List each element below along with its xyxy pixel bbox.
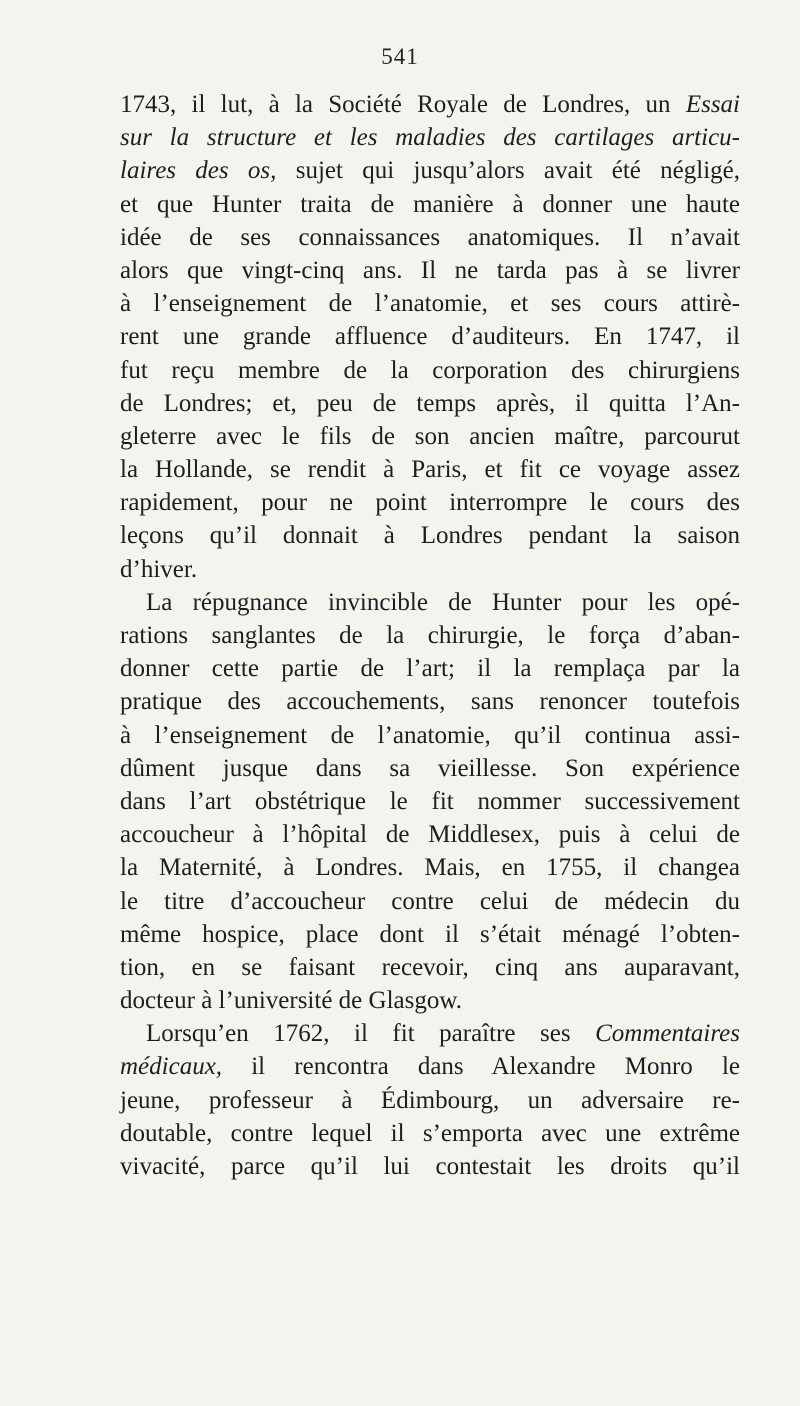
- text-segment: vivacité, parce qu’il lui contestait les droits qu’il: [120, 1153, 740, 1180]
- text-segment: même hospice, place dont il s’était ménagé l’obten-: [120, 920, 740, 948]
- text-line: [120, 88, 740, 121]
- text-segment: de Londres; et, peu de temps après, il quitta l’An-: [120, 389, 740, 417]
- text-segment: alors que vingt-cinq ans. Il ne tarda pas à se livrer: [120, 256, 740, 284]
- text-segment: tion, en se faisant recevoir, cinq ans auparavant,: [120, 953, 740, 981]
- text-segment: gleterre avec le fils de son ancien maître, parcourut: [120, 422, 740, 450]
- text-segment: pratique des accouchements, sans renoncer toutefois: [120, 688, 740, 716]
- text-line: [120, 652, 740, 685]
- body-text: [120, 88, 740, 1183]
- italic-text: Commentaires: [595, 1020, 740, 1048]
- text-line: [120, 1117, 740, 1150]
- text-segment: et que Hunter traita de manière à donner une haute: [120, 190, 740, 218]
- text-line: [120, 619, 740, 652]
- text-segment: fut reçu membre de la corporation des chirurgiens: [120, 356, 740, 384]
- text-segment: accoucheur à l’hôpital de Middlesex, puis à celui de: [120, 821, 740, 849]
- text-line: [120, 121, 740, 154]
- text-line: [120, 420, 740, 453]
- text-segment: dûment jusque dans sa vieillesse. Son expérience: [120, 754, 740, 782]
- text-segment: rent une grande affluence d’auditeurs. En 1747, il: [120, 323, 740, 351]
- italic-text: Essai: [685, 91, 740, 118]
- text-line: [120, 1150, 740, 1183]
- text-segment: il rencontra dans Alexandre Monro le: [222, 1053, 740, 1081]
- text-line: [120, 188, 740, 221]
- italic-text: médicaux,: [120, 1053, 223, 1081]
- text-segment: la Maternité, à Londres. Mais, en 1755, il changea: [120, 854, 740, 882]
- text-line: [120, 586, 740, 619]
- page-number: 541: [381, 44, 419, 69]
- text-line: [120, 154, 740, 187]
- text-line: [120, 685, 740, 718]
- text-segment: à l’enseignement de l’anatomie, et ses cours attirè-: [120, 290, 740, 318]
- text-segment: 1743, il lut, à la Société Royale de Londres, un: [120, 91, 686, 118]
- text-segment: jeune, professeur à Édimbourg, un adversaire re-: [120, 1086, 740, 1114]
- text-line: [120, 752, 740, 785]
- text-segment: à l’enseignement de l’anatomie, qu’il continua assi-: [120, 721, 740, 749]
- text-line: [120, 719, 740, 752]
- text-line: [120, 553, 740, 586]
- text-line: [120, 519, 740, 552]
- text-line: [120, 1050, 740, 1083]
- text-segment: Lorsqu’en 1762, il fit paraître ses: [146, 1020, 596, 1048]
- text-line: [120, 1084, 740, 1117]
- text-segment: leçons qu’il donnait à Londres pendant la saison: [120, 522, 740, 550]
- italic-text: laires des os,: [120, 157, 277, 185]
- text-line: [120, 918, 740, 951]
- text-line: [120, 951, 740, 984]
- text-line: [120, 486, 740, 519]
- text-segment: rapidement, pour ne point interrompre le cours des: [120, 489, 740, 517]
- text-line: [120, 885, 740, 918]
- text-segment: La répugnance invincible de Hunter pour les opé-: [146, 588, 740, 616]
- text-line: [120, 254, 740, 287]
- text-segment: la Hollande, se rendit à Paris, et fit ce voyage assez: [120, 456, 740, 484]
- text-segment: doutable, contre lequel il s’emporta avec une extrême: [120, 1119, 740, 1147]
- text-line: [120, 221, 740, 254]
- text-line: [120, 387, 740, 420]
- text-line: [120, 785, 740, 818]
- text-line: [120, 320, 740, 353]
- text-segment: d’hiver.: [120, 555, 198, 583]
- text-line: [120, 453, 740, 486]
- text-segment: rations sanglantes de la chirurgie, le força d’aban-: [120, 622, 740, 649]
- text-line: [120, 287, 740, 320]
- text-segment: docteur à l’université de Glasgow.: [120, 987, 463, 1015]
- text-line: [120, 984, 740, 1017]
- text-segment: le titre d’accoucheur contre celui de médecin du: [120, 887, 740, 915]
- text-line: [120, 851, 740, 884]
- text-line: [120, 354, 740, 387]
- text-line: [120, 818, 740, 851]
- text-segment: idée de ses connaissances anatomiques. Il n’avait: [120, 223, 740, 251]
- text-segment: dans l’art obstétrique le fit nommer successivement: [120, 787, 740, 815]
- text-line: [120, 1017, 740, 1050]
- text-segment: sujet qui jusqu’alors avait été négligé,: [276, 157, 740, 185]
- italic-text: sur la structure et les maladies des cartilages articu-: [120, 124, 740, 152]
- text-segment: donner cette partie de l’art; il la remplaça par la: [120, 655, 740, 683]
